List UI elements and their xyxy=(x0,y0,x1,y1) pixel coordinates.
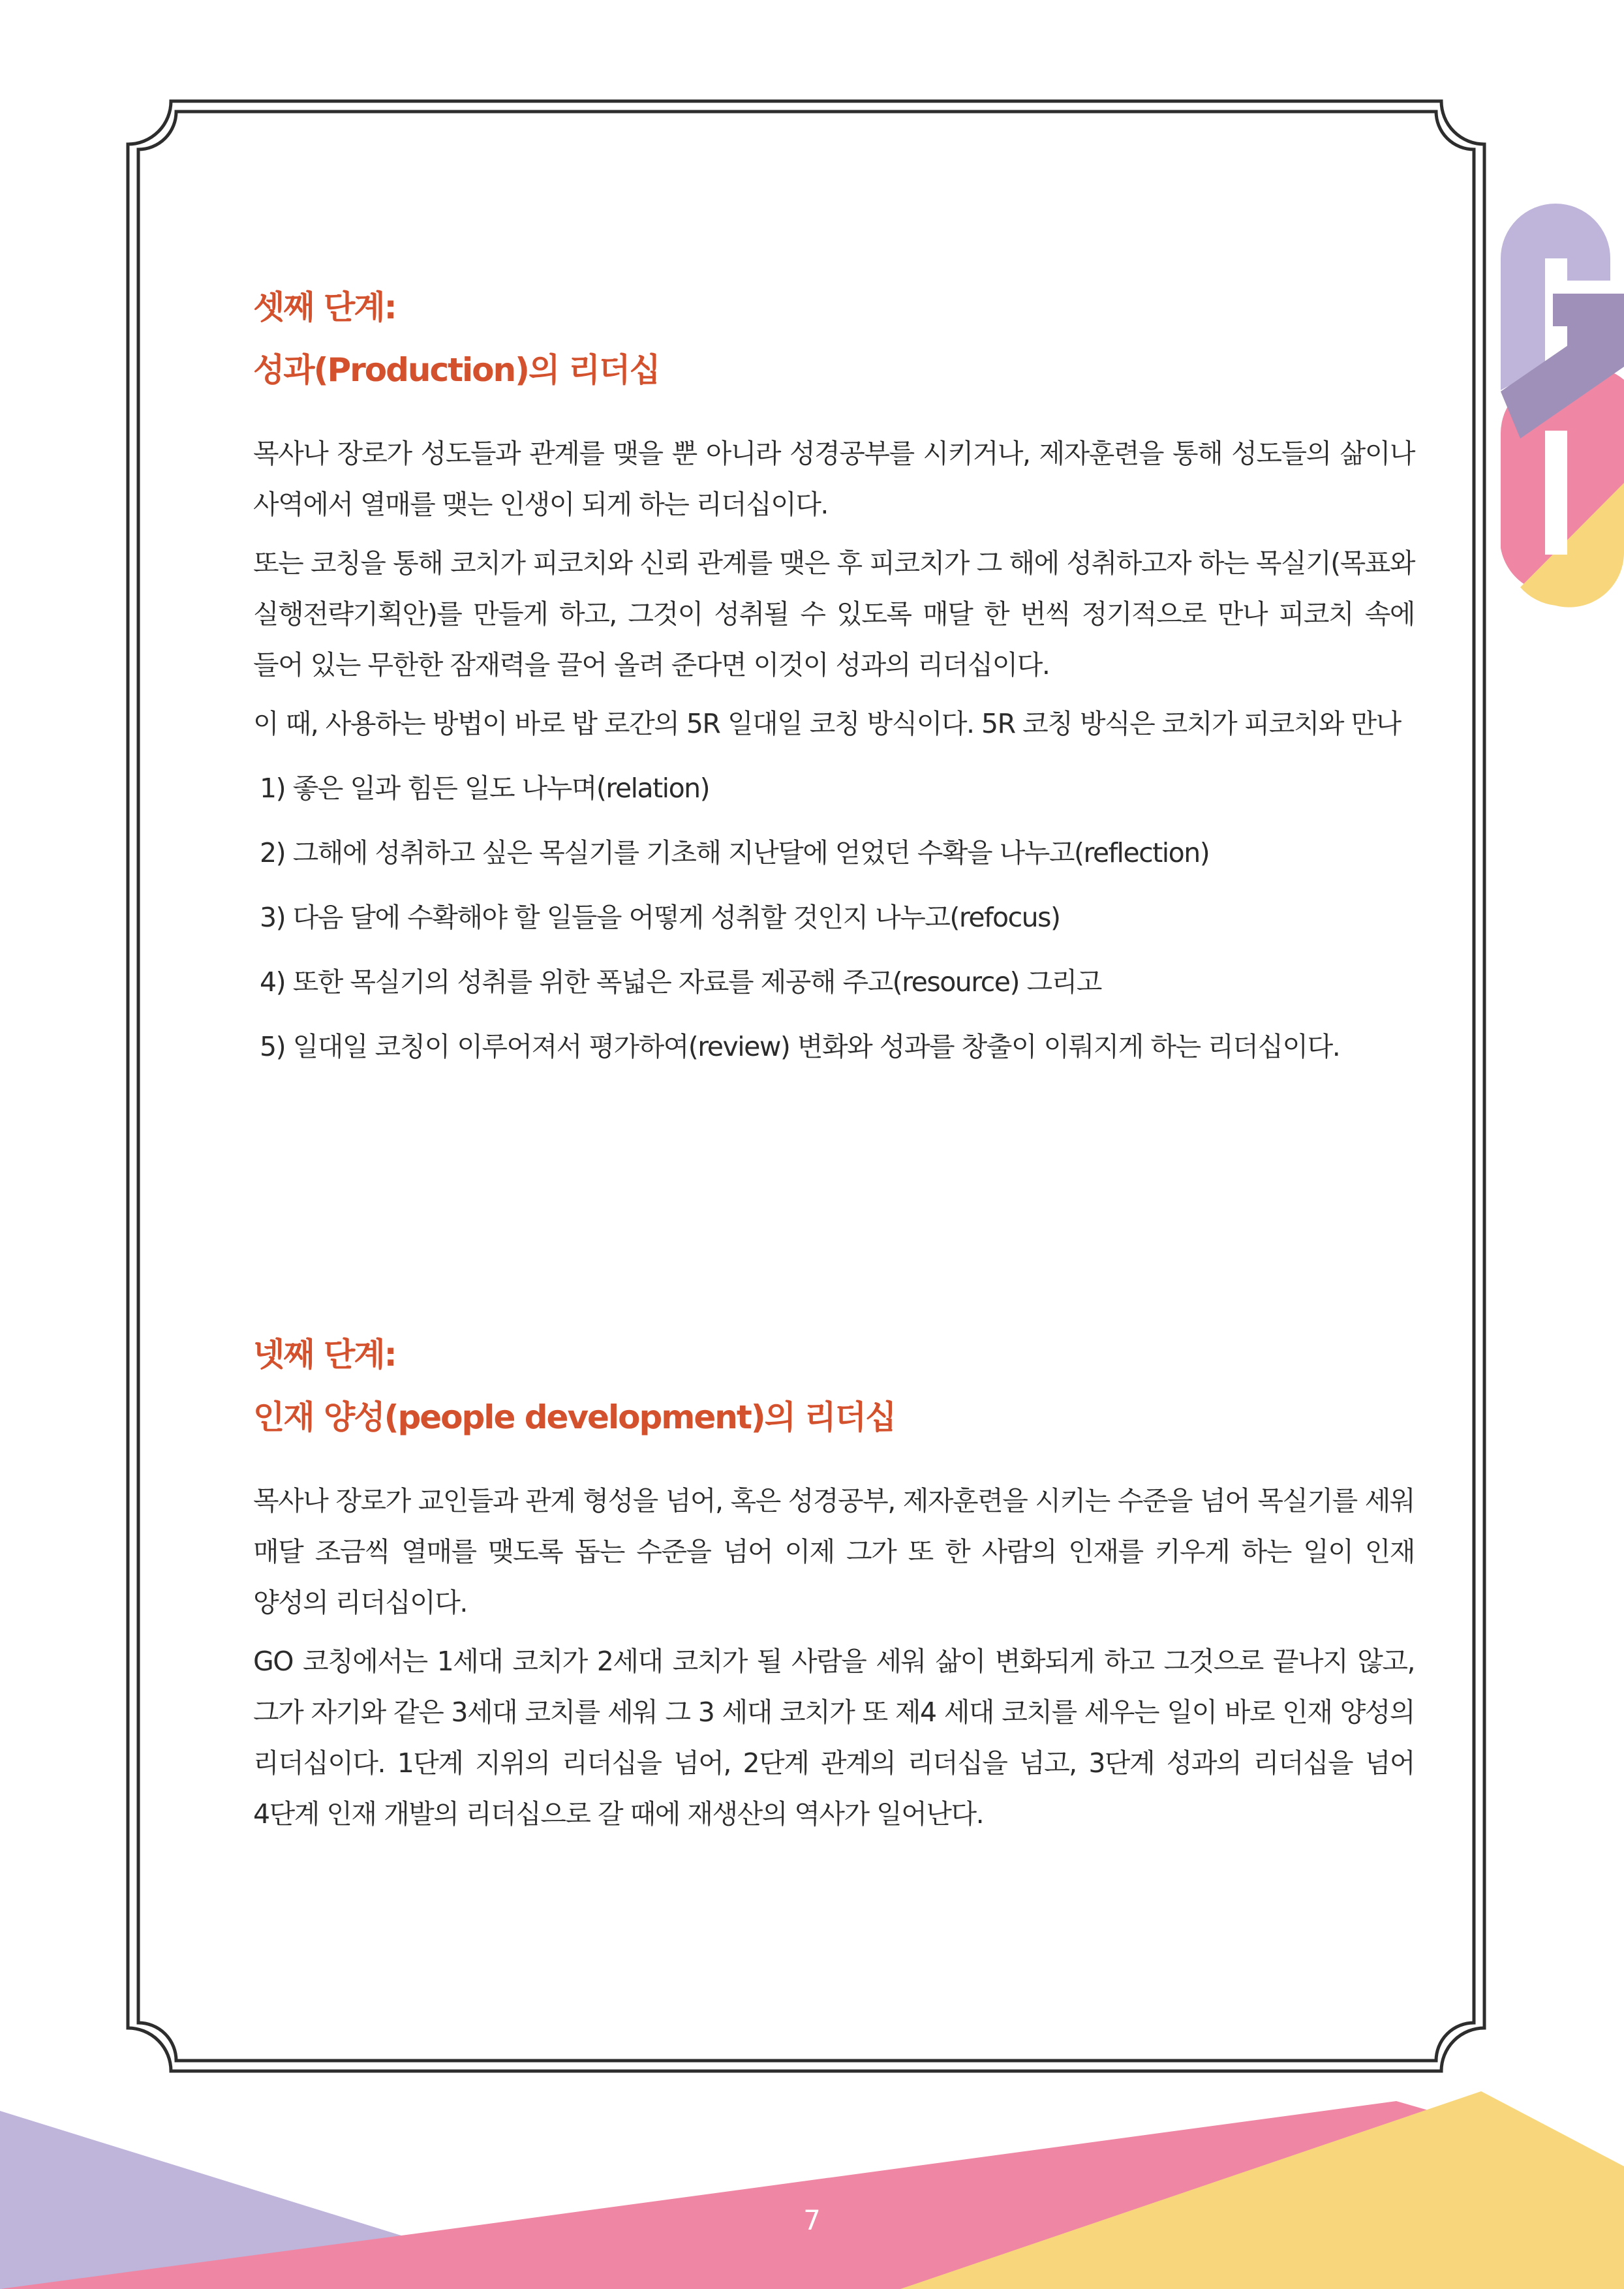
list-item: 3) 다음 달에 수확해야 할 일들을 어떻게 성취할 것인지 나누고(refocus) xyxy=(260,902,1060,933)
list-item: 4) 또한 목실기의 성취를 위한 폭넓은 자료를 제공해 주고(resource) 그리고 xyxy=(260,966,1101,998)
section2-paragraph: 목사나 장로가 교인들과 관계 형성을 넘어, 혹은 성경공부, 제자훈련을 시키는 수준을 넘어 목실기를 세워 매달 조금씩 열매를 맺도록 돕는 수준을 넘어 이제 그가 또 한 사람의 인재를 키우게 하는 일이 인재 양성의 리더십이다. xyxy=(253,1485,1415,1618)
section1-paragraph: 이 때, 사용하는 방법이 바로 밥 로간의 5R 일대일 코칭 방식이다. 5R 코칭 방식은 코치가 피코치와 만나 xyxy=(253,708,1401,739)
section1-heading-title: 성과(Production)의 리더십 xyxy=(253,351,660,389)
section-production-leadership xyxy=(253,287,1415,1072)
go-logo-decoration xyxy=(1501,196,1624,620)
5r-coaching-steps-list xyxy=(253,763,1415,1072)
section1-paragraph: 목사나 장로가 성도들과 관계를 맺을 뿐 아니라 성경공부를 시키거나, 제자훈련을 통해 성도들의 삶이나 사역에서 열매를 맺는 인생이 되게 하는 리더십이다. xyxy=(253,438,1415,520)
section2-paragraph: GO 코칭에서는 1세대 코치가 2세대 코치가 될 사람을 세워 삶이 변화되게 하고 그것으로 끝나지 않고, 그가 자기와 같은 3세대 코치를 세워 그 3 세대 코치가 또 제4 세대 코치를 세우는 일이 바로 인재 양성의 리더십이다. 1단계 지위의 리더십을 넘어, 2단계 관계의 리더십을 넘고, 3단계 성과의 리더십을 넘어 4단계 인재 개발의 리더십으로 갈 때에 재생산의 역사가 일어난다. xyxy=(253,1646,1415,1830)
section1-heading-stage: 셋째 단계: xyxy=(253,288,396,326)
section-people-development-leadership xyxy=(253,1334,1415,1839)
section1-paragraph: 또는 코칭을 통해 코치가 피코치와 신뢰 관계를 맺은 후 피코치가 그 해에 성취하고자 하는 목실기(목표와 실행전략기획안)를 만들게 하고, 그것이 성취될 수 있도록 매달 한 번씩 정기적으로 만나 피코치 속에 들어 있는 무한한 잠재력을 끌어 올려 준다면 이것이 성과의 리더십이다. xyxy=(253,547,1415,681)
list-item: 5) 일대일 코칭이 이루어져서 평가하여(review) 변화와 성과를 창출이 이뤄지게 하는 리더십이다. xyxy=(260,1031,1340,1062)
page-number: 7 xyxy=(803,2204,821,2236)
bottom-color-band xyxy=(0,2075,1624,2289)
list-item: 2) 그해에 성취하고 싶은 목실기를 기초해 지난달에 얻었던 수확을 나누고(reflection) xyxy=(260,837,1210,868)
list-item: 1) 좋은 일과 힘든 일도 나누며(relation) xyxy=(260,773,710,804)
section2-heading-title: 인재 양성(people development)의 리더십 xyxy=(253,1398,896,1436)
section2-heading-stage: 넷째 단계: xyxy=(253,1336,396,1374)
